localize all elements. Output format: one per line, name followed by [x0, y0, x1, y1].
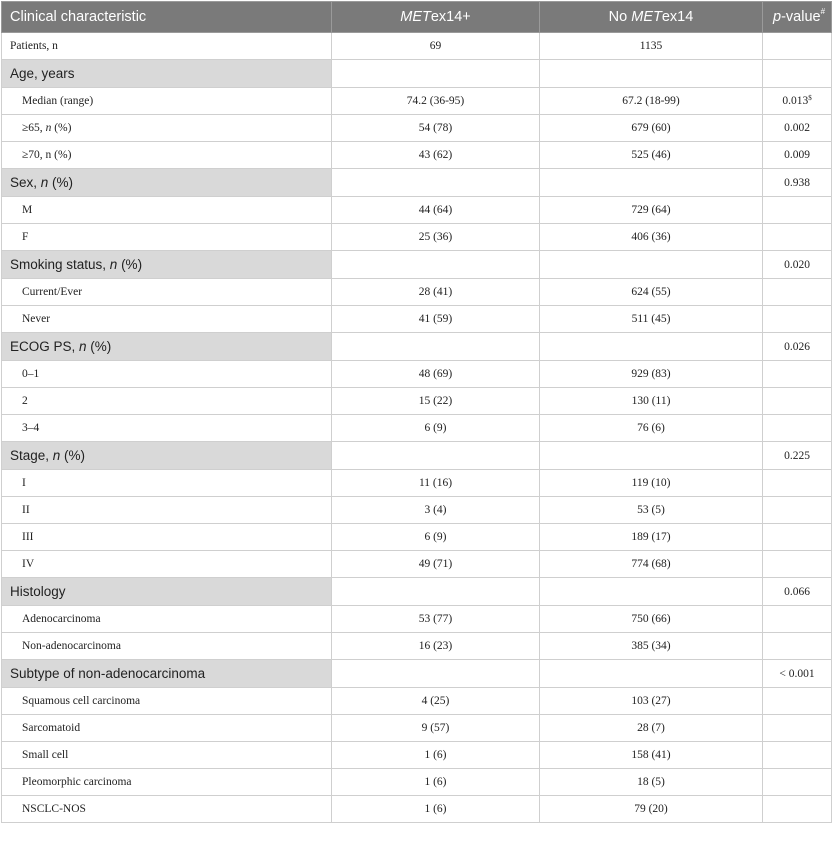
p-value-cell — [763, 551, 832, 578]
table-row — [2, 415, 832, 442]
no-metex14-cell — [540, 660, 763, 688]
header-col2-italic: MET — [400, 9, 431, 25]
section-label-italic: n — [109, 257, 118, 272]
no-metex14-cell: 929 (83) — [540, 361, 763, 388]
table-row — [2, 742, 832, 769]
row-label-text: 2 — [22, 395, 28, 407]
p-value-footnote: $ — [808, 94, 812, 102]
header-p-value — [763, 2, 832, 33]
row-label — [2, 715, 332, 742]
section-label-text: ECOG PS, — [10, 339, 80, 354]
row-label — [2, 115, 332, 142]
row-label — [2, 279, 332, 306]
p-value-cell — [763, 470, 832, 497]
p-value-cell — [763, 688, 832, 715]
metex14-cell: 4 (25) — [332, 688, 540, 715]
header-col4-italic: p — [773, 9, 782, 25]
no-metex14-cell: 67.2 (18-99) — [540, 88, 763, 115]
table-row — [2, 633, 832, 660]
p-value-cell — [763, 415, 832, 442]
section-label-text: Age, years — [10, 66, 75, 81]
header-col1-text: Clinical characteristic — [10, 9, 147, 25]
row-label — [2, 470, 332, 497]
row-label-text: NSCLC-NOS — [22, 803, 86, 815]
header-col3-prefix: No — [608, 9, 632, 25]
section-label — [2, 578, 332, 606]
metex14-cell: 41 (59) — [332, 306, 540, 333]
table-row — [2, 33, 832, 60]
section-label-tail: (%) — [117, 257, 143, 272]
no-metex14-cell: 385 (34) — [540, 633, 763, 660]
metex14-cell: 1 (6) — [332, 769, 540, 796]
header-clinical-characteristic — [2, 2, 332, 33]
p-value-cell — [763, 388, 832, 415]
no-metex14-cell: 18 (5) — [540, 769, 763, 796]
no-metex14-cell: 103 (27) — [540, 688, 763, 715]
p-value-cell — [763, 742, 832, 769]
section-label-text: Smoking status, — [10, 257, 110, 272]
p-value-cell — [763, 60, 832, 88]
metex14-cell — [332, 333, 540, 361]
row-label-text: Small cell — [22, 749, 69, 761]
section-label — [2, 60, 332, 88]
metex14-cell: 25 (36) — [332, 224, 540, 251]
p-value-cell — [763, 306, 832, 333]
table-row — [2, 551, 832, 578]
header-col3-rest: ex14 — [661, 9, 694, 25]
no-metex14-cell: 750 (66) — [540, 606, 763, 633]
table-row — [2, 769, 832, 796]
table-row — [2, 224, 832, 251]
section-row — [2, 251, 832, 279]
section-label — [2, 169, 332, 197]
table-row — [2, 388, 832, 415]
section-label-italic: n — [79, 339, 87, 354]
row-label-italic: n — [45, 122, 52, 134]
p-value-cell: 0.066 — [763, 578, 832, 606]
no-metex14-cell: 158 (41) — [540, 742, 763, 769]
metex14-cell: 1 (6) — [332, 742, 540, 769]
metex14-cell: 49 (71) — [332, 551, 540, 578]
no-metex14-cell — [540, 333, 763, 361]
table-row — [2, 715, 832, 742]
row-label — [2, 224, 332, 251]
row-label — [2, 524, 332, 551]
header-col3-italic: MET — [631, 9, 662, 25]
section-row — [2, 660, 832, 688]
row-label-text: Adenocarcinoma — [22, 613, 101, 625]
row-label — [2, 306, 332, 333]
p-value-cell — [763, 361, 832, 388]
table-row — [2, 197, 832, 224]
row-label-text: Non-adenocarcinoma — [22, 640, 121, 652]
row-label-text: Patients, n — [10, 40, 58, 52]
row-label-text: Never — [22, 313, 51, 325]
p-value-cell — [763, 197, 832, 224]
header-col4-sup: # — [820, 7, 826, 16]
row-label — [2, 769, 332, 796]
p-value-cell — [763, 279, 832, 306]
row-label — [2, 415, 332, 442]
table-row — [2, 115, 832, 142]
metex14-cell: 53 (77) — [332, 606, 540, 633]
no-metex14-cell — [540, 60, 763, 88]
section-label-tail: (%) — [48, 175, 74, 190]
no-metex14-cell — [540, 578, 763, 606]
row-label-text: 3–4 — [22, 422, 40, 434]
no-metex14-cell — [540, 442, 763, 470]
p-value-cell — [763, 606, 832, 633]
section-row — [2, 578, 832, 606]
row-label-text: Pleomorphic carcinoma — [22, 776, 132, 788]
no-metex14-cell: 130 (11) — [540, 388, 763, 415]
no-metex14-cell: 119 (10) — [540, 470, 763, 497]
row-label — [2, 551, 332, 578]
metex14-cell — [332, 442, 540, 470]
no-metex14-cell: 76 (6) — [540, 415, 763, 442]
table-row — [2, 497, 832, 524]
row-label — [2, 688, 332, 715]
table-body — [2, 33, 832, 823]
metex14-cell — [332, 60, 540, 88]
table-row — [2, 279, 832, 306]
metex14-cell — [332, 251, 540, 279]
row-label-text: Sarcomatoid — [22, 722, 81, 734]
table-row — [2, 606, 832, 633]
header-col2-rest: ex14+ — [430, 9, 471, 25]
row-label-text: ≥65, — [22, 122, 46, 134]
p-value-cell — [763, 33, 832, 60]
no-metex14-cell — [540, 169, 763, 197]
row-label-text: Squamous cell carcinoma — [22, 695, 141, 707]
p-value-cell: < 0.001 — [763, 660, 832, 688]
metex14-cell: 28 (41) — [332, 279, 540, 306]
section-label-tail: (%) — [60, 448, 86, 463]
row-label — [2, 606, 332, 633]
row-label-text: III — [22, 531, 34, 543]
section-row — [2, 442, 832, 470]
metex14-cell: 74.2 (36-95) — [332, 88, 540, 115]
p-value-cell — [763, 497, 832, 524]
row-label — [2, 497, 332, 524]
section-row — [2, 169, 832, 197]
no-metex14-cell: 53 (5) — [540, 497, 763, 524]
header-no-metex14 — [540, 2, 763, 33]
no-metex14-cell: 1135 — [540, 33, 763, 60]
metex14-cell: 6 (9) — [332, 415, 540, 442]
row-label — [2, 633, 332, 660]
row-label-text: 0–1 — [22, 368, 40, 380]
p-value-cell — [763, 224, 832, 251]
metex14-cell: 3 (4) — [332, 497, 540, 524]
p-value-cell: 0.225 — [763, 442, 832, 470]
metex14-cell — [332, 578, 540, 606]
p-value-cell: 0.938 — [763, 169, 832, 197]
table-row — [2, 524, 832, 551]
table-row — [2, 142, 832, 169]
metex14-cell: 43 (62) — [332, 142, 540, 169]
section-label-italic: n — [52, 448, 61, 463]
row-label-text: Median (range) — [22, 95, 94, 107]
p-value-text: 0.013 — [782, 95, 809, 107]
metex14-cell: 6 (9) — [332, 524, 540, 551]
metex14-cell: 9 (57) — [332, 715, 540, 742]
no-metex14-cell: 774 (68) — [540, 551, 763, 578]
p-value-text: 0.009 — [784, 149, 810, 161]
row-label-text: F — [22, 231, 29, 243]
no-metex14-cell: 79 (20) — [540, 796, 763, 823]
metex14-cell: 69 — [332, 33, 540, 60]
p-value-cell — [763, 142, 832, 169]
row-label — [2, 197, 332, 224]
section-label — [2, 333, 332, 361]
metex14-cell: 16 (23) — [332, 633, 540, 660]
metex14-cell: 11 (16) — [332, 470, 540, 497]
section-label-text: Stage, — [10, 448, 53, 463]
p-value-cell — [763, 633, 832, 660]
section-row — [2, 60, 832, 88]
row-label-text: ≥70, n (%) — [22, 149, 72, 161]
table-row — [2, 306, 832, 333]
clinical-characteristics-table — [1, 1, 832, 823]
no-metex14-cell: 624 (55) — [540, 279, 763, 306]
row-label — [2, 796, 332, 823]
metex14-cell: 54 (78) — [332, 115, 540, 142]
p-value-cell — [763, 715, 832, 742]
table-header — [2, 2, 832, 33]
row-label-text: Current/Ever — [22, 286, 83, 298]
p-value-cell — [763, 115, 832, 142]
no-metex14-cell: 28 (7) — [540, 715, 763, 742]
row-label — [2, 742, 332, 769]
row-label — [2, 88, 332, 115]
header-row — [2, 2, 832, 33]
metex14-cell — [332, 169, 540, 197]
no-metex14-cell: 679 (60) — [540, 115, 763, 142]
no-metex14-cell: 406 (36) — [540, 224, 763, 251]
row-label — [2, 33, 332, 60]
p-value-cell — [763, 524, 832, 551]
table-row — [2, 688, 832, 715]
section-label-italic: n — [40, 175, 49, 190]
row-label-text: M — [22, 204, 33, 216]
section-label-text: Sex, — [10, 175, 41, 190]
metex14-cell: 48 (69) — [332, 361, 540, 388]
row-label — [2, 388, 332, 415]
row-label-text: IV — [22, 558, 35, 570]
section-label-text: Histology — [10, 584, 66, 599]
section-row — [2, 333, 832, 361]
metex14-cell — [332, 660, 540, 688]
metex14-cell: 44 (64) — [332, 197, 540, 224]
row-label — [2, 142, 332, 169]
table-row — [2, 88, 832, 115]
p-value-cell: 0.020 — [763, 251, 832, 279]
section-label — [2, 442, 332, 470]
no-metex14-cell: 189 (17) — [540, 524, 763, 551]
no-metex14-cell: 729 (64) — [540, 197, 763, 224]
section-label-text: Subtype of non-adenocarcinoma — [10, 666, 206, 681]
header-metex14-positive — [332, 2, 540, 33]
no-metex14-cell — [540, 251, 763, 279]
row-label-text: I — [22, 477, 26, 489]
p-value-cell — [763, 769, 832, 796]
no-metex14-cell: 511 (45) — [540, 306, 763, 333]
p-value-cell: 0.026 — [763, 333, 832, 361]
table-row — [2, 361, 832, 388]
header-col4-rest: -value — [781, 9, 821, 25]
row-label-text: II — [22, 504, 30, 516]
no-metex14-cell: 525 (46) — [540, 142, 763, 169]
metex14-cell: 15 (22) — [332, 388, 540, 415]
table-row — [2, 470, 832, 497]
p-value-text: 0.002 — [784, 122, 810, 134]
section-label — [2, 660, 332, 688]
row-label-tail: (%) — [51, 122, 72, 134]
table-row — [2, 796, 832, 823]
section-label-tail: (%) — [86, 339, 112, 354]
metex14-cell: 1 (6) — [332, 796, 540, 823]
p-value-cell — [763, 796, 832, 823]
p-value-cell — [763, 88, 832, 115]
row-label — [2, 361, 332, 388]
section-label — [2, 251, 332, 279]
